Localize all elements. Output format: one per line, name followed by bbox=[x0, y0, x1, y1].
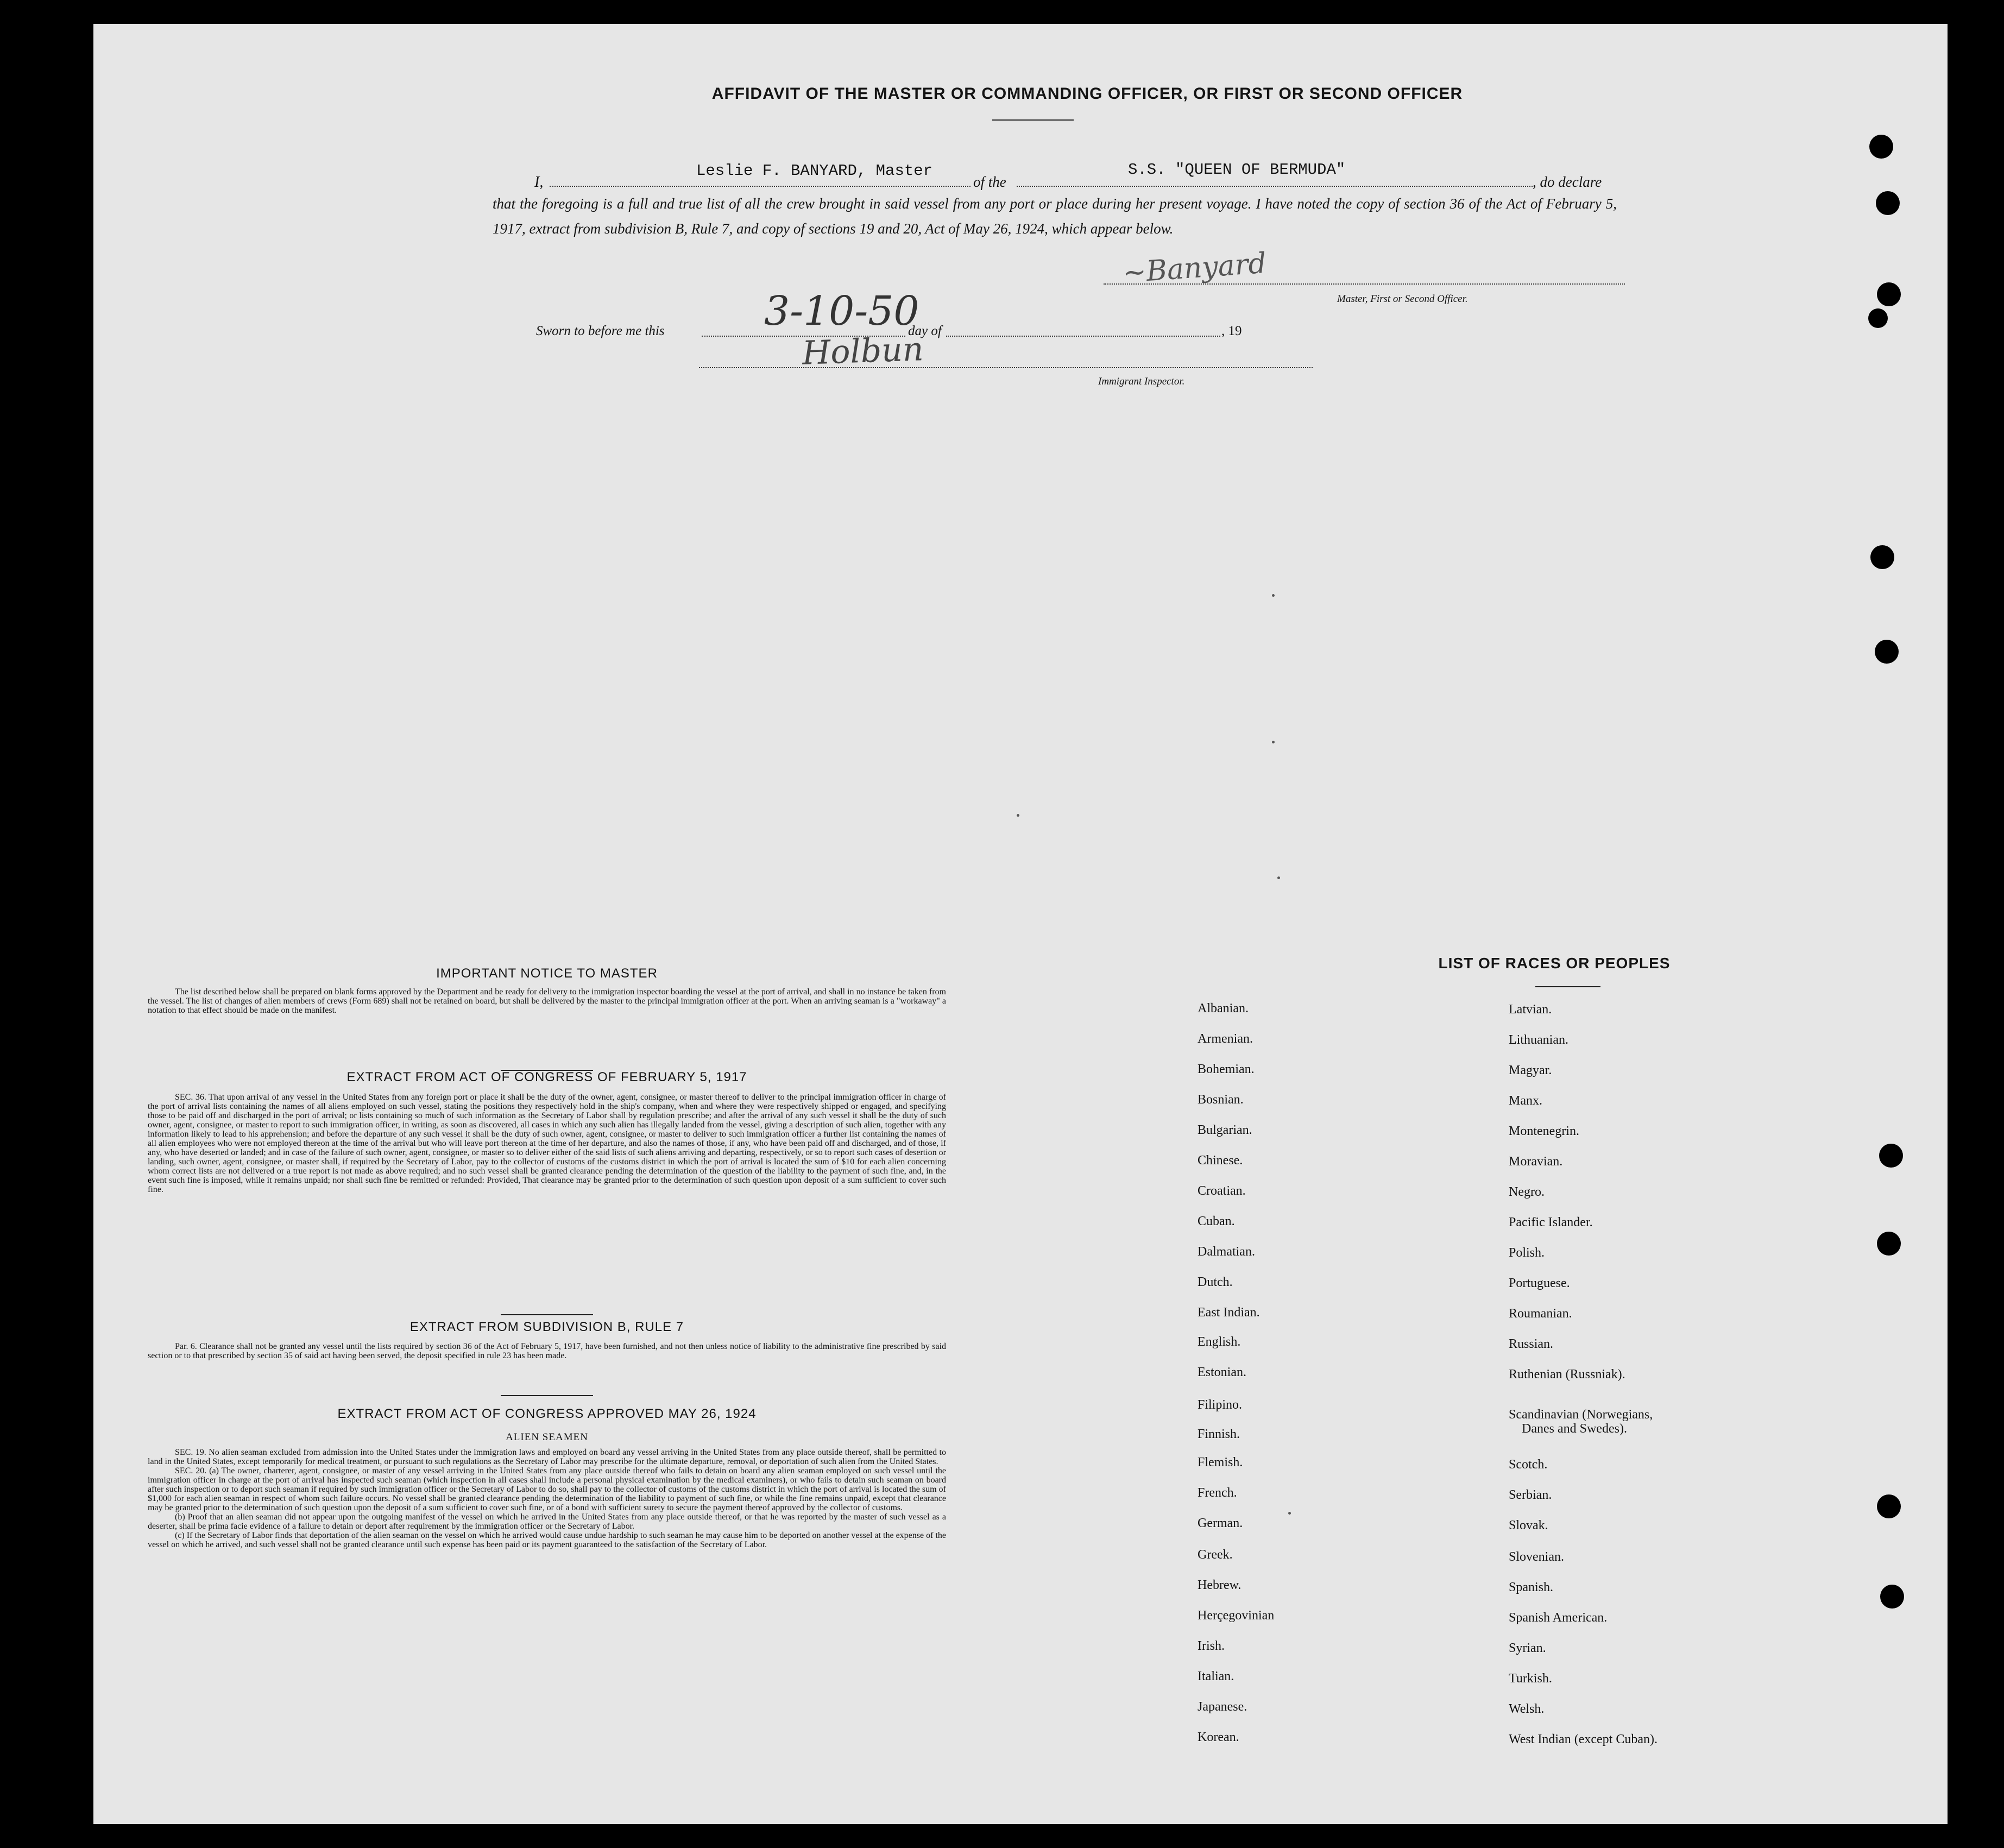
race-item: French. bbox=[1198, 1486, 1237, 1500]
race-item: English. bbox=[1198, 1335, 1241, 1349]
race-item: Syrian. bbox=[1509, 1641, 1546, 1655]
race-item: Bohemian. bbox=[1198, 1062, 1255, 1076]
race-item: Chinese. bbox=[1198, 1153, 1243, 1168]
master-signature: ~Banyard bbox=[1121, 247, 1268, 290]
notice-text: The list described below shall be prepared on blank forms approved by the Department and be ready for delivery to the immigration inspector boarding the vessel at the port of arrival, and shall in no instance be taken from the vessel. The list of changes of alien members of crews (Form 689) shall not be retained on board, but shall be delivered by the master to the principal immigration officer at the port. When an arriving seaman is a "workaway" a notation to that effect should be made on the manifest. bbox=[148, 987, 946, 1015]
race-item: Serbian. bbox=[1509, 1488, 1552, 1502]
race-item: Estonian. bbox=[1198, 1365, 1246, 1379]
race-item: Ruthenian (Russniak). bbox=[1509, 1367, 1625, 1382]
race-item: Danes and Swedes). bbox=[1522, 1422, 1627, 1436]
inspector-signature: Holbun bbox=[801, 330, 924, 373]
extract-1917-title: EXTRACT FROM ACT OF CONGRESS OF FEBRUARY 5, 1917 bbox=[346, 1070, 747, 1084]
extract-1924-text: SEC. 19. No alien seaman excluded from admission into the United States under the immigration laws and employed on board any vessel arriving in the United States from any place outside thereof, shall be permitted to land in the United States, except temporarily for medical treatment, or pursuant to such regulations as the Secretary of Labor may prescribe for the ultimate departure, removal, or deportation of such alien from the United States. SEC. 20. (a) The owner, charterer, agent, consignee, or master of any vessel arriving in the United States from any place outside thereof who fails to detain on board any alien seaman employed on such vessel until the immigration officer in charge at the port of arrival has inspected such seaman (which inspection in all cases shall include a personal physical examination by the medical examiners), or who fails to detain such seaman on board after such inspection or to deport such seaman if required by such immigration officer or the Secretary of Labor to do so, shall pay to the collector of customs of the customs district in which the port of arrival is located the sum of $1,000 for each alien seaman in respect of whom such failure occurs. No vessel shall be granted clearance pending the determination of the liability to payment of such fine, or while the fine remains unpaid, except that clearance may be granted prior to the determination of such question upon the deposit of a sum sufficient to cover such fine, or of a bond with sufficient surety to secure the payment thereof approved by the collector of customs. (b) Proof that an alien seaman did not appear upon the outgoing manifest of the vessel on which he arrived in the United States from any place outside thereof, or that he was reported by the master of such vessel as a deserter, shall be prima facie evidence of a failure to detain or deport after requirement by the immigration officer or the Secretary of Labor. (c) If the Secretary of Labor finds that deportation of the alien seaman on the vessel on which he arrived would cause undue hardship to such seaman he may cause him to be deported on another vessel at the expense of the vessel on which he arrived, and such vessel shall not be granted clearance until such expense has been paid or its payment guaranteed to the satisfaction of the Secretary of Labor. bbox=[148, 1448, 946, 1549]
race-item: Negro. bbox=[1509, 1185, 1545, 1199]
race-item: Polish. bbox=[1509, 1246, 1545, 1260]
race-item: Welsh. bbox=[1509, 1702, 1545, 1716]
race-item: West Indian (except Cuban). bbox=[1509, 1732, 1658, 1746]
title-rule bbox=[992, 119, 1074, 121]
race-item: Manx. bbox=[1509, 1094, 1542, 1108]
race-item: Japanese. bbox=[1198, 1700, 1247, 1714]
race-item: Slovak. bbox=[1509, 1518, 1548, 1532]
binder-hole bbox=[1879, 1144, 1903, 1168]
race-item: Finnish. bbox=[1198, 1427, 1240, 1441]
race-item: Portuguese. bbox=[1509, 1276, 1570, 1290]
do-declare-label: , do declare bbox=[1533, 174, 1602, 190]
race-item: Magyar. bbox=[1509, 1063, 1552, 1077]
race-item: Irish. bbox=[1198, 1639, 1225, 1653]
race-item: Armenian. bbox=[1198, 1032, 1253, 1046]
extract-rule7-text: Par. 6. Clearance shall not be granted any vessel until the lists required by section 36 of the Act of February 5, 1917, have been furnished, and not then unless notice of liability to the administrative fine prescribed by said section or to that prescribed by section 35 of said act having been served, the deposit specified in rule 23 has been made. bbox=[148, 1342, 946, 1360]
races-title: LIST OF RACES OR PEOPLES bbox=[1438, 955, 1671, 972]
race-item: Slovenian. bbox=[1509, 1550, 1564, 1564]
binder-hole bbox=[1870, 545, 1894, 569]
race-item: Scotch. bbox=[1509, 1458, 1548, 1472]
race-item: Albanian. bbox=[1198, 1001, 1249, 1016]
race-item: Bosnian. bbox=[1198, 1093, 1244, 1107]
binder-hole bbox=[1877, 1494, 1901, 1518]
of-the-label: of the bbox=[973, 174, 1006, 190]
race-item: Filipino. bbox=[1198, 1398, 1243, 1412]
race-item: Scandinavian (Norwegians, bbox=[1509, 1408, 1653, 1422]
binder-hole bbox=[1880, 1585, 1904, 1609]
race-item: German. bbox=[1198, 1516, 1243, 1530]
extract-1924-subtitle: ALIEN SEAMEN bbox=[506, 1431, 588, 1443]
race-item: Moravian. bbox=[1509, 1155, 1563, 1169]
signature-caption: Master, First or Second Officer. bbox=[1337, 293, 1468, 305]
race-item: Spanish. bbox=[1509, 1580, 1554, 1594]
race-item: Dutch. bbox=[1198, 1275, 1233, 1289]
race-item: Flemish. bbox=[1198, 1455, 1243, 1469]
declaration-text: that the foregoing is a full and true list of all the crew brought in said vessel from any port or place during her present voyage. I have noted the copy of section 36 of the Act of February 5, 1917, extract from subdivision B, Rule 7, and copy of sections 19 and 20, Act of May 26, 1924, which appear below. bbox=[493, 195, 1617, 237]
notice-title: IMPORTANT NOTICE TO MASTER bbox=[436, 966, 658, 981]
extract-rule7-title: EXTRACT FROM SUBDIVISION B, RULE 7 bbox=[409, 1320, 684, 1334]
binder-hole bbox=[1868, 308, 1888, 328]
race-item: East Indian. bbox=[1198, 1305, 1260, 1320]
year-prefix: , 19 bbox=[1221, 324, 1242, 338]
race-item: Croatian. bbox=[1198, 1184, 1246, 1198]
inspector-caption: Immigrant Inspector. bbox=[1098, 376, 1185, 387]
race-item: Russian. bbox=[1509, 1337, 1554, 1351]
race-item: Montenegrin. bbox=[1509, 1124, 1579, 1138]
binder-hole bbox=[1877, 1232, 1901, 1256]
sworn-date: 3-10-50 bbox=[764, 288, 919, 335]
race-item: Lithuanian. bbox=[1509, 1033, 1568, 1047]
race-item: Cuban. bbox=[1198, 1214, 1235, 1228]
binder-hole bbox=[1876, 191, 1900, 215]
race-item: Pacific Islander. bbox=[1509, 1215, 1593, 1229]
race-item: Italian. bbox=[1198, 1669, 1234, 1683]
race-item: Spanish American. bbox=[1509, 1611, 1608, 1625]
sworn-label: Sworn to before me this bbox=[536, 324, 665, 338]
race-item: Turkish. bbox=[1509, 1672, 1552, 1686]
binder-hole bbox=[1877, 282, 1901, 306]
race-item: Latvian. bbox=[1509, 1002, 1552, 1017]
master-name: Leslie F. BANYARD, Master bbox=[696, 162, 933, 180]
day-of-label: day of bbox=[908, 324, 942, 338]
race-item: Roumanian. bbox=[1509, 1307, 1572, 1321]
race-item: Greek. bbox=[1198, 1548, 1233, 1562]
extract-1924-title: EXTRACT FROM ACT OF CONGRESS APPROVED MAY 26, 1924 bbox=[337, 1407, 757, 1421]
affidavit-title: AFFIDAVIT OF THE MASTER OR COMMANDING OFFICER, OR FIRST OR SECOND OFFICER bbox=[711, 85, 1463, 103]
race-item: Herçegovinian bbox=[1198, 1609, 1275, 1623]
form-page bbox=[93, 24, 1948, 1824]
extract-1917-text: SEC. 36. That upon arrival of any vessel in the United States from any foreign port or place it shall be the duty of the owner, agent, consignee, or master thereof to deliver to the principal immigration officer in charge of the port of arrival lists containing the names of all aliens employed on such vessel, stating the positions they respectively hold in the ship's company, when and where they were respectively shipped or engaged, and specifying those to be paid off and discharged in the port of arrival; or lists containing so much of such information as the Secretary of Labor shall by regulation prescribe; and after the arrival of any such vessel it shall be the duty of such owner, agent, consignee, or master to report to such immigration officer, in writing, as soon as discovered, all cases in which any such alien has illegally landed from the vessel, giving a description of such alien, together with any information likely to lead to his apprehension; and before the departure of any such vessel it shall be the duty of such owner, agent, consignee, or master to deliver to such immigration officer a further list containing the names of all alien employees who were not employed thereon at the time of the arrival but who will leave port thereon at the time of her departure, and also the names of those, if any, who have been paid off and discharged, and of those, if any, who have deserted or landed; and in case of the failure of such owner, agent, consignee, or master so to deliver either of the said lists of such aliens arriving and departing, respectively, or so to report such cases of desertion or landing, such owner, agent, consignee, or master shall, if required by the Secretary of Labor, pay to the collector of customs of the customs district in which the port of arrival is located the sum of $10 for each alien concerning whom correct lists are not delivered or a true report is not made as above required; and no such vessel shall be granted clearance pending the determination of the question of the liability to the payment of such fine, and, in the event such fine is imposed, while it remains unpaid; nor shall such fine be remitted or refunded: Provided, That clearance may be granted prior to the determination of such question upon deposit of a sum sufficient to cover such fine. bbox=[148, 1093, 946, 1194]
binder-hole bbox=[1869, 135, 1893, 159]
race-item: Bulgarian. bbox=[1198, 1123, 1252, 1137]
race-item: Korean. bbox=[1198, 1730, 1239, 1744]
race-item: Hebrew. bbox=[1198, 1578, 1242, 1592]
race-item: Dalmatian. bbox=[1198, 1245, 1255, 1259]
vessel-name: S.S. "QUEEN OF BERMUDA" bbox=[1128, 161, 1346, 179]
affidavit-pronoun: I, bbox=[534, 174, 544, 191]
binder-hole bbox=[1875, 640, 1899, 664]
